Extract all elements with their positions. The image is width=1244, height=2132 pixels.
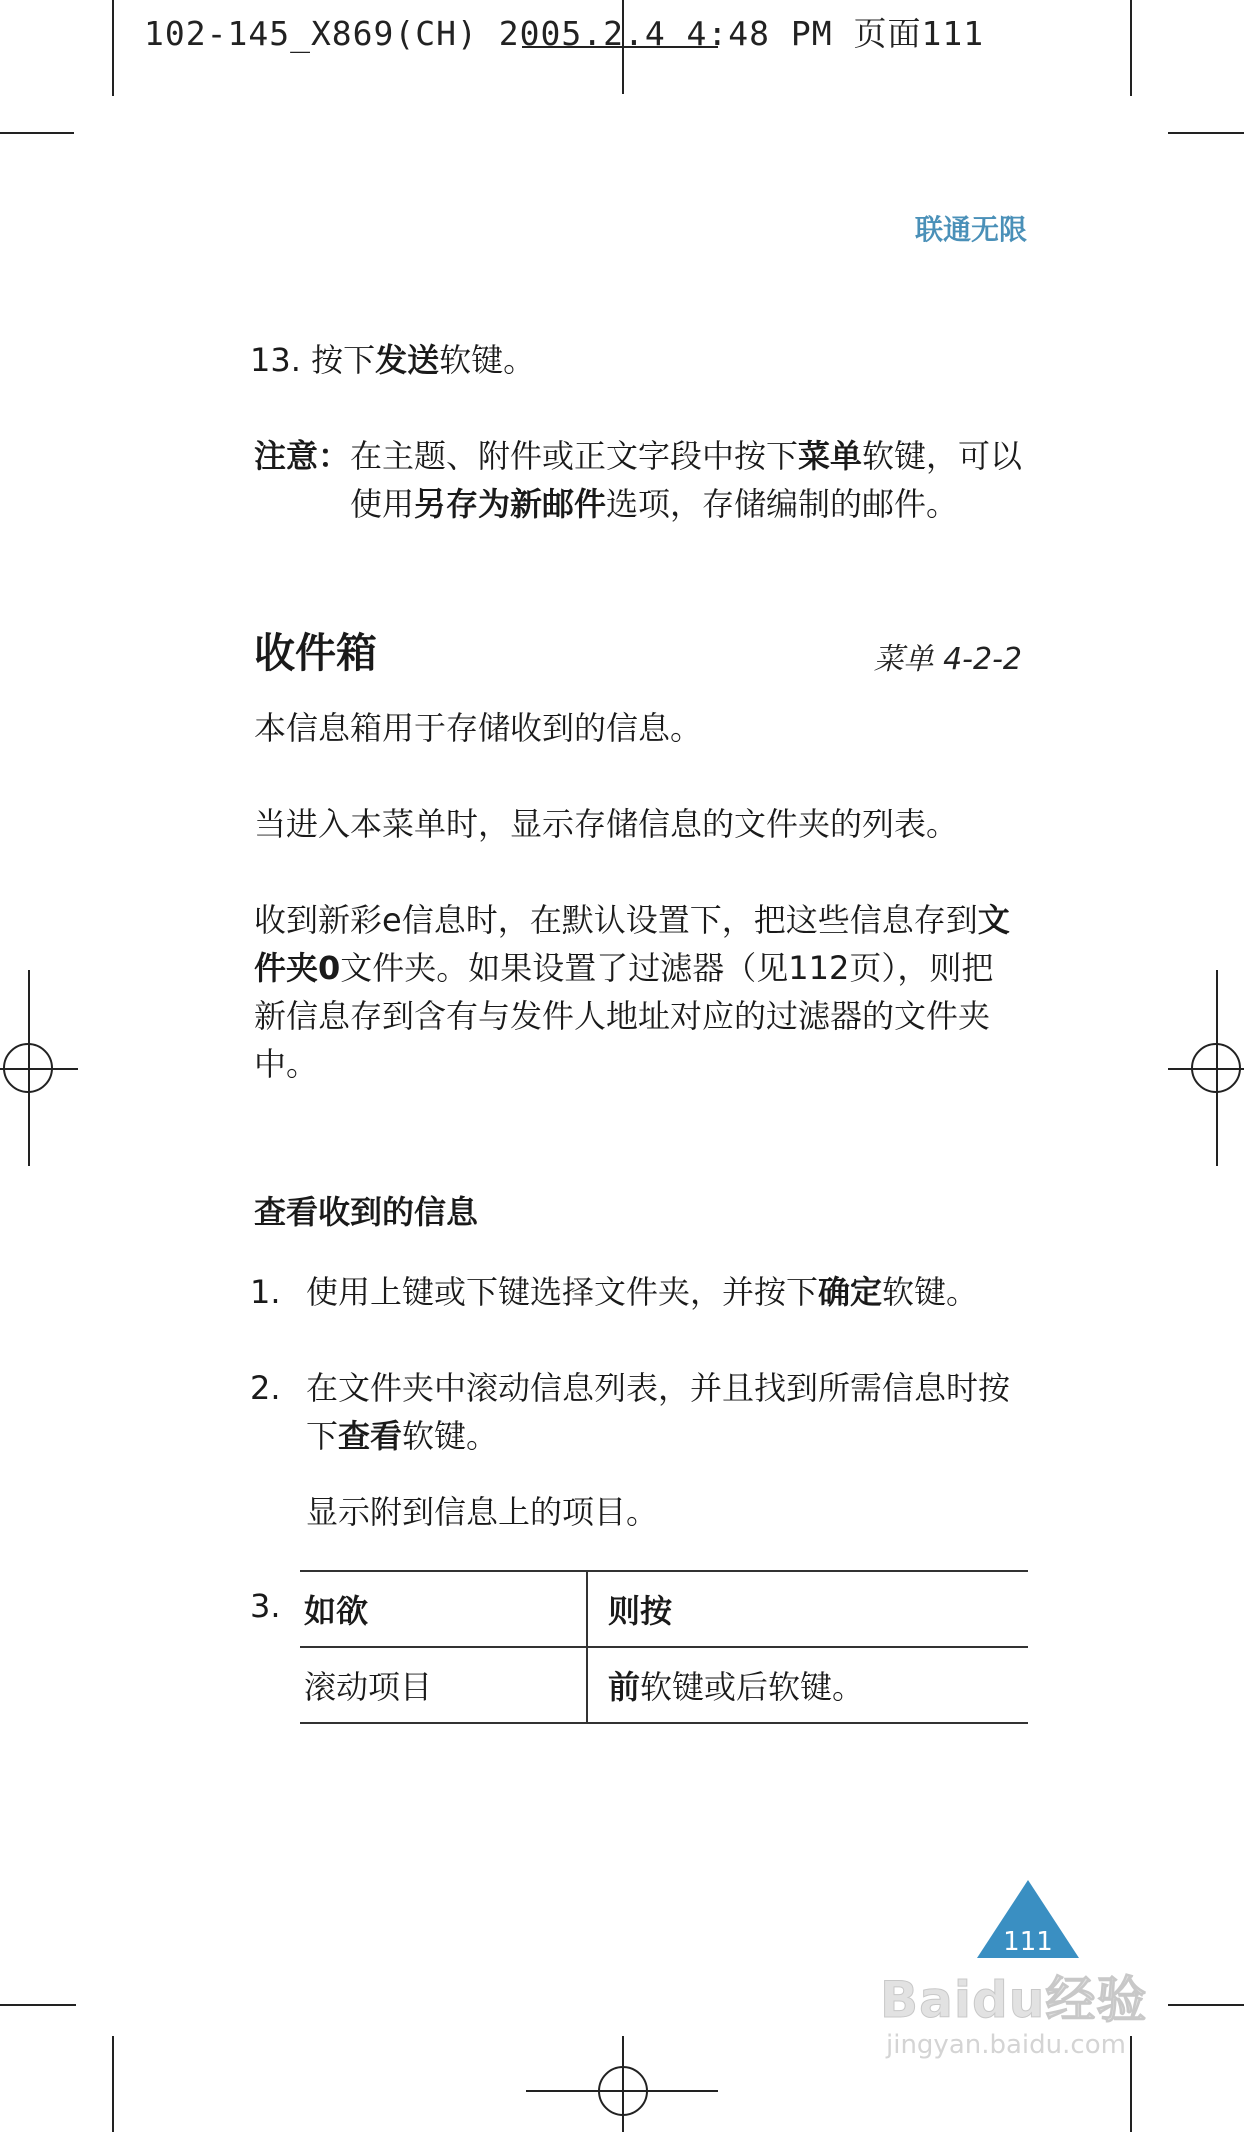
registration-mark-icon xyxy=(596,2064,652,2120)
note-text: 选项，存储编制的邮件。 xyxy=(606,485,959,523)
paragraph-3-line-4: 中。 xyxy=(254,1045,319,1083)
table-header-cell: 如欲 xyxy=(300,1571,587,1647)
page-number-badge xyxy=(977,1880,1079,1958)
step-text: 下 xyxy=(306,1417,339,1455)
step-2-line-2 xyxy=(306,1412,498,1460)
note-line-1 xyxy=(254,432,1022,480)
step-text: 按下 xyxy=(311,341,376,379)
table-row xyxy=(300,1647,1028,1723)
subsection-title: 查看收到的信息 xyxy=(254,1193,479,1231)
paragraph-3-line-1 xyxy=(254,896,1010,944)
step-keyword: 发送 xyxy=(375,341,440,379)
step-number: 3. xyxy=(250,1587,281,1625)
page-number: 111 xyxy=(1003,1927,1053,1957)
table-cell xyxy=(587,1647,1028,1723)
note-label: 注意： xyxy=(254,437,351,475)
paragraph-keyword: 文 xyxy=(977,901,1010,939)
step-number: 13. xyxy=(250,341,301,379)
menu-reference: 菜单 4-2-2 xyxy=(873,642,1022,677)
step-keyword: 查看 xyxy=(338,1417,403,1455)
step-keyword: 确定 xyxy=(818,1273,883,1311)
running-title: 联通无限 xyxy=(914,213,1027,246)
paragraph-1: 本信息箱用于存储收到的信息。 xyxy=(254,709,703,747)
paragraph-keyword: 件夹0 xyxy=(254,949,341,987)
crop-mark xyxy=(1168,132,1244,134)
paragraph-2: 当进入本菜单时，显示存储信息的文件夹的列表。 xyxy=(254,805,959,843)
note-text: 软键，可以 xyxy=(862,437,1023,475)
step-text: 使用上键或下键选择文件夹，并按下 xyxy=(306,1273,819,1311)
paragraph-3-line-2 xyxy=(254,944,993,992)
crop-mark xyxy=(0,132,74,134)
options-table xyxy=(300,1570,1028,1724)
table-cell: 滚动项目 xyxy=(300,1647,587,1723)
section-title: 收件箱 xyxy=(254,629,377,677)
crop-mark xyxy=(112,2036,114,2132)
note-keyword: 菜单 xyxy=(798,437,863,475)
table-header-row xyxy=(300,1571,1028,1647)
step-2-result: 显示附到信息上的项目。 xyxy=(306,1493,659,1531)
baidu-watermark xyxy=(880,1972,1147,2062)
step-2-line-1: 在文件夹中滚动信息列表，并且找到所需信息时按 xyxy=(306,1369,1011,1407)
paragraph-text: 收到新彩e信息时，在默认设置下，把这些信息存到 xyxy=(254,901,978,939)
crop-mark xyxy=(112,0,114,96)
crop-mark xyxy=(0,2004,76,2006)
watermark-url: jingyan.baidu.com xyxy=(886,2030,1126,2060)
note-line-2 xyxy=(350,480,958,528)
step-1-text xyxy=(306,1268,978,1316)
registration-mark-icon xyxy=(1190,1040,1244,1100)
note-text: 在主题、附件或正文字段中按下 xyxy=(350,437,799,475)
note-text: 使用 xyxy=(350,485,415,523)
step-number: 1. xyxy=(250,1273,281,1311)
table-keyword: 前 xyxy=(608,1668,641,1706)
paragraph-3-line-3: 新信息存到含有与发件人地址对应的过滤器的文件夹 xyxy=(254,997,991,1035)
step-number: 2. xyxy=(250,1369,281,1407)
table-text: 软键或后软键。 xyxy=(640,1668,865,1706)
step-text: 软键。 xyxy=(882,1273,979,1311)
step-text: 软键。 xyxy=(439,341,536,379)
paragraph-text: 文件夹。如果设置了过滤器（见112页），则把 xyxy=(340,949,994,987)
print-header: 102-145_X869(CH) 2005.2.4 4:48 PM 页面111 xyxy=(144,14,985,53)
registration-mark-icon xyxy=(0,1040,60,1100)
table-header-cell: 则按 xyxy=(587,1571,1028,1647)
step-text: 软键。 xyxy=(402,1417,499,1455)
note-keyword: 另存为新邮件 xyxy=(414,485,607,523)
crop-mark xyxy=(1168,2004,1244,2006)
crop-mark xyxy=(1130,0,1132,96)
step-13 xyxy=(250,336,535,384)
watermark-logo: Baidu经验 xyxy=(880,1971,1148,2029)
